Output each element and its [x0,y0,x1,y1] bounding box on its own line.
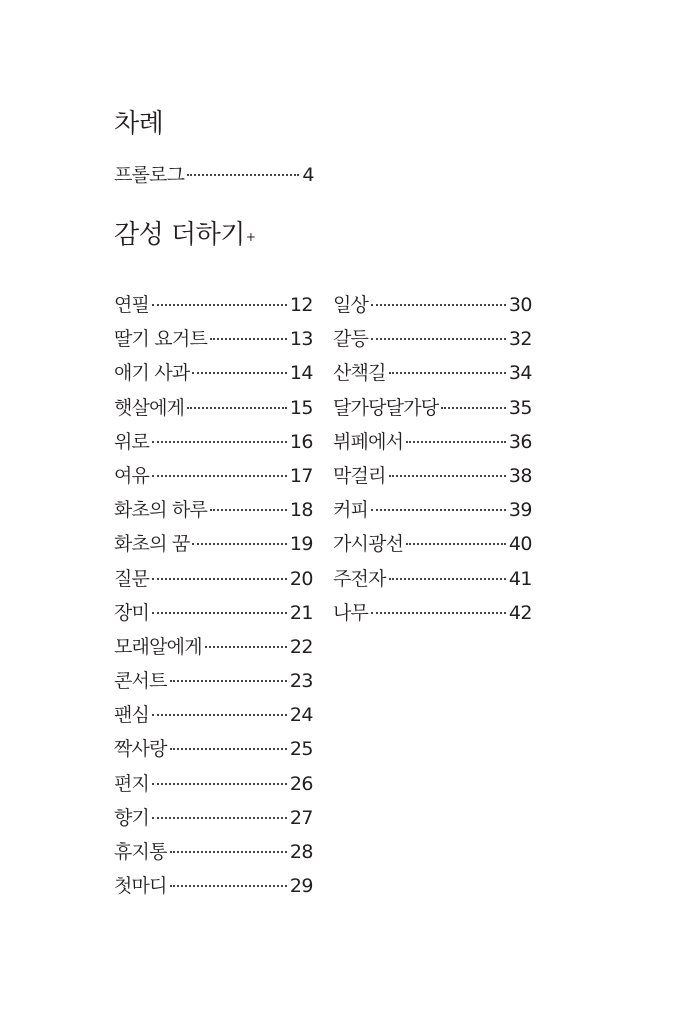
dot-leader [152,817,287,819]
entry-title: 가시광선 [333,533,404,556]
dot-leader [152,783,287,785]
toc-entry[interactable] [114,391,313,425]
dot-leader [170,748,287,750]
dot-leader [371,509,506,511]
dot-leader [389,578,506,580]
entry-title: 딸기 요거트 [114,328,208,351]
toc-entry[interactable] [114,835,313,869]
entry-title: 갈등 [333,328,369,351]
toc-entry[interactable] [114,527,313,561]
entry-page-number: 26 [289,772,313,795]
toc-right-column [333,288,532,630]
dot-leader [371,612,506,614]
entry-title: 산책길 [333,362,386,385]
toc-entry[interactable] [333,391,532,425]
entry-page-number: 21 [289,601,313,624]
entry-page-number: 25 [289,738,313,761]
section-heading [114,215,255,255]
entry-page-number: 42 [508,601,532,624]
entry-title: 애기 사과 [114,362,190,385]
dot-leader [406,441,506,443]
entry-title: 화초의 꿈 [114,533,190,556]
toc-entry[interactable] [333,322,532,356]
entry-title: 콘서트 [114,670,167,693]
dot-leader [441,407,505,409]
entry-page-number: 29 [289,875,313,898]
entry-title: 향기 [114,806,150,829]
toc-entry[interactable] [114,425,313,459]
toc-heading: 차례 [114,109,164,139]
entry-title: 뷔페에서 [333,430,404,453]
dot-leader [210,338,287,340]
dot-leader [170,885,287,887]
toc-entry[interactable] [333,425,532,459]
toc-left-column [114,288,313,903]
dot-leader [389,475,506,477]
toc-entry[interactable] [114,732,313,766]
entry-title: 화초의 하루 [114,499,208,522]
section-heading-mark: + [245,230,256,244]
entry-page-number: 22 [289,635,313,658]
dot-leader [192,543,286,545]
toc-entry[interactable] [114,698,313,732]
entry-title: 장미 [114,601,150,624]
entry-title: 짝사랑 [114,738,167,761]
toc-entry[interactable] [114,322,313,356]
toc-entry[interactable] [114,630,313,664]
toc-entry[interactable] [114,801,313,835]
entry-page-number: 36 [508,430,532,453]
entry-page-number: 34 [508,362,532,385]
toc-entry[interactable] [333,596,532,630]
entry-page-number: 27 [289,806,313,829]
entry-title: 나무 [333,601,369,624]
entry-page-number: 17 [289,464,313,487]
entry-page-number: 35 [508,396,532,419]
dot-leader [210,509,287,511]
toc-entry[interactable] [333,459,532,493]
toc-entry[interactable] [114,493,313,527]
dot-leader [371,304,506,306]
entry-title: 프롤로그 [114,164,185,186]
entry-page-number: 12 [289,294,313,316]
entry-page-number: 39 [508,499,532,522]
entry-page-number: 24 [289,704,313,727]
entry-title: 연필 [114,294,150,316]
toc-entry[interactable] [114,869,313,903]
dot-leader [170,851,287,853]
entry-page-number: 32 [508,328,532,351]
entry-title: 주전자 [333,567,386,590]
entry-title: 모래알에게 [114,635,202,658]
entry-title: 편지 [114,772,150,795]
entry-page-number: 30 [508,294,532,316]
toc-entry[interactable] [114,596,313,630]
entry-title: 휴지통 [114,841,167,863]
entry-title: 팬심 [114,704,150,727]
entry-page-number: 16 [289,430,313,453]
dot-leader [205,646,287,648]
toc-entry[interactable] [114,356,313,390]
dot-leader [371,338,506,340]
section-heading-text: 감성 더하기 [114,220,245,250]
toc-entry[interactable] [333,562,532,596]
entry-page-number: 20 [289,567,313,590]
toc-entry[interactable] [114,562,313,596]
toc-entry[interactable] [333,288,532,322]
toc-entry[interactable] [114,664,313,698]
entry-title: 달가당달가당 [333,396,439,419]
prologue-block [114,162,314,188]
entry-page-number: 28 [289,841,313,863]
dot-leader [192,372,286,374]
entry-title: 일상 [333,294,369,316]
toc-entry[interactable] [333,356,532,390]
dot-leader [152,475,287,477]
entry-page-number: 14 [289,362,313,385]
dot-leader [406,543,506,545]
toc-entry[interactable] [114,767,313,801]
entry-page-number: 18 [289,499,313,522]
toc-entry[interactable] [333,493,532,527]
entry-page-number: 38 [508,464,532,487]
entry-page-number: 41 [508,567,532,590]
dot-leader [187,407,287,409]
entry-title: 여유 [114,464,150,487]
entry-title: 질문 [114,567,150,590]
entry-page-number: 40 [508,533,532,556]
entry-title: 막걸리 [333,464,386,487]
entry-title: 커피 [333,499,369,522]
entry-page-number: 13 [289,328,313,351]
dot-leader [152,578,287,580]
entry-page-number: 4 [302,164,314,186]
entry-page-number: 15 [289,396,313,419]
entry-page-number: 19 [289,533,313,556]
entry-title: 첫마디 [114,875,167,898]
entry-title: 햇살에게 [114,396,185,419]
dot-leader [152,612,287,614]
dot-leader [152,714,287,716]
dot-leader [152,441,287,443]
toc-entry-prologue[interactable] [114,162,314,188]
toc-entry[interactable] [114,459,313,493]
dot-leader [170,680,287,682]
entry-page-number: 23 [289,670,313,693]
toc-entry[interactable] [333,527,532,561]
dot-leader [152,304,287,306]
dot-leader [187,174,299,176]
toc-entry[interactable] [114,288,313,322]
entry-title: 위로 [114,430,150,453]
dot-leader [389,372,506,374]
